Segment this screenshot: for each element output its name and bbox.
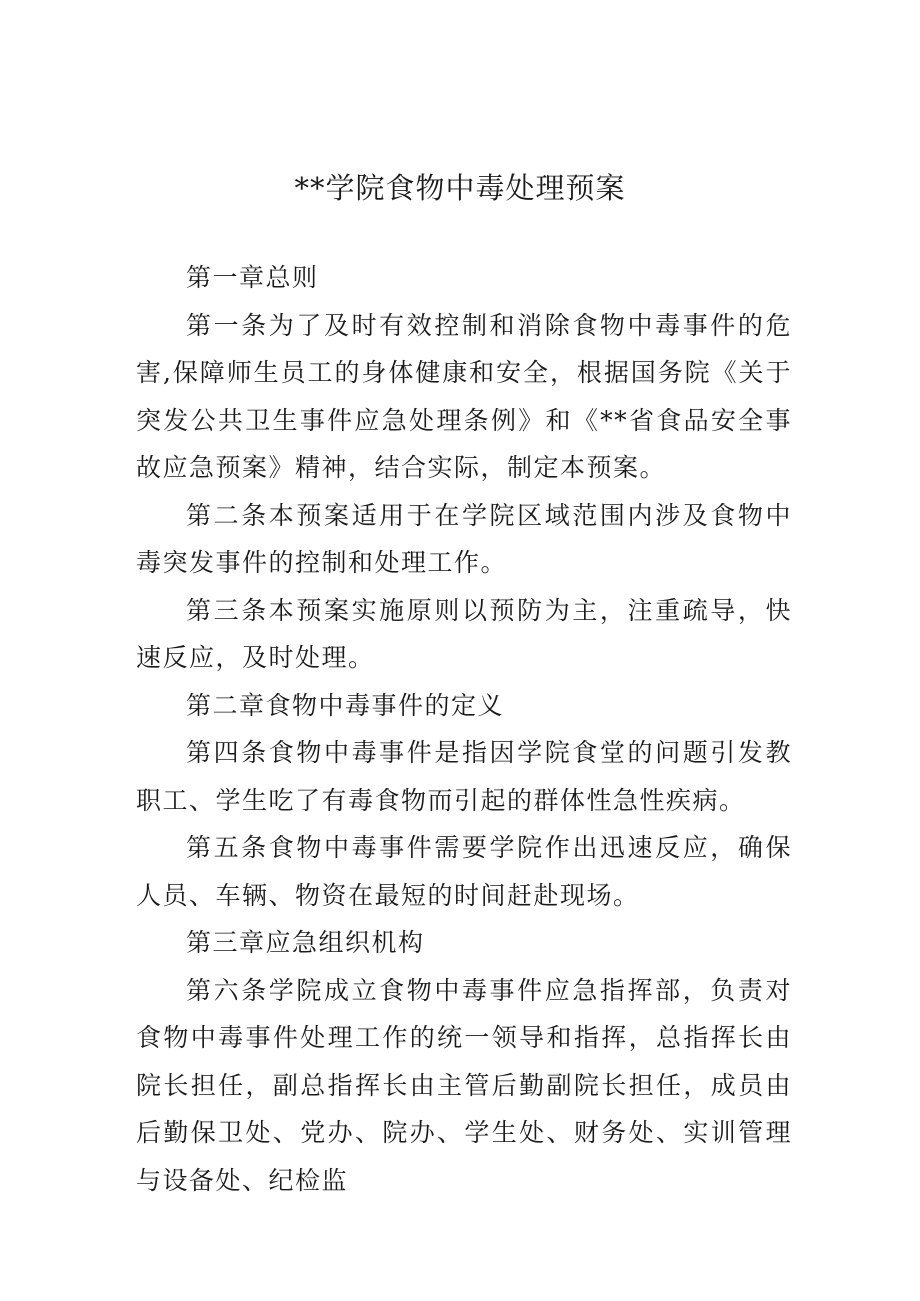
document-body bbox=[136, 254, 792, 1204]
article-paragraph: 第三条本预案实施原则以预防为主，注重疏导，快速反应，及时处理。 bbox=[136, 595, 792, 672]
chapter-heading: 第二章食物中毒事件的定义 bbox=[186, 690, 505, 720]
article-paragraph: 第二条本预案适用于在学院区域范围内涉及食物中毒突发事件的控制和处理工作。 bbox=[136, 500, 792, 577]
article-paragraph: 第一条为了及时有效控制和消除食物中毒事件的危害,保障师生员工的身体健康和安全，根据国务院《关于突发公共卫生事件应急处理条例》和《**省食品安全事故应急预案》精神，结合实际，制定本预案。 bbox=[136, 310, 792, 482]
chapter-heading: 第一章总则 bbox=[186, 263, 319, 292]
document-title: **学院食物中毒处理预案 bbox=[294, 171, 626, 205]
article-paragraph: 第五条食物中毒事件需要学院作出迅速反应，确保人员、车辆、物资在最短的时间赶赴现场。 bbox=[136, 833, 792, 910]
article-paragraph: 第四条食物中毒事件是指因学院食堂的问题引发教职工、学生吃了有毒食物而引起的群体性急性疾病。 bbox=[136, 738, 792, 815]
article-paragraph: 第六条学院成立食物中毒事件应急指挥部，负责对食物中毒事件处理工作的统一领导和指挥，总指挥长由院长担任，副总指挥长由主管后勤副院长担任，成员由后勤保卫处、党办、院办、学生处、财务处、实训管理与设备处、纪检监 bbox=[136, 975, 792, 1195]
chapter-heading: 第三章应急组织机构 bbox=[186, 928, 425, 957]
